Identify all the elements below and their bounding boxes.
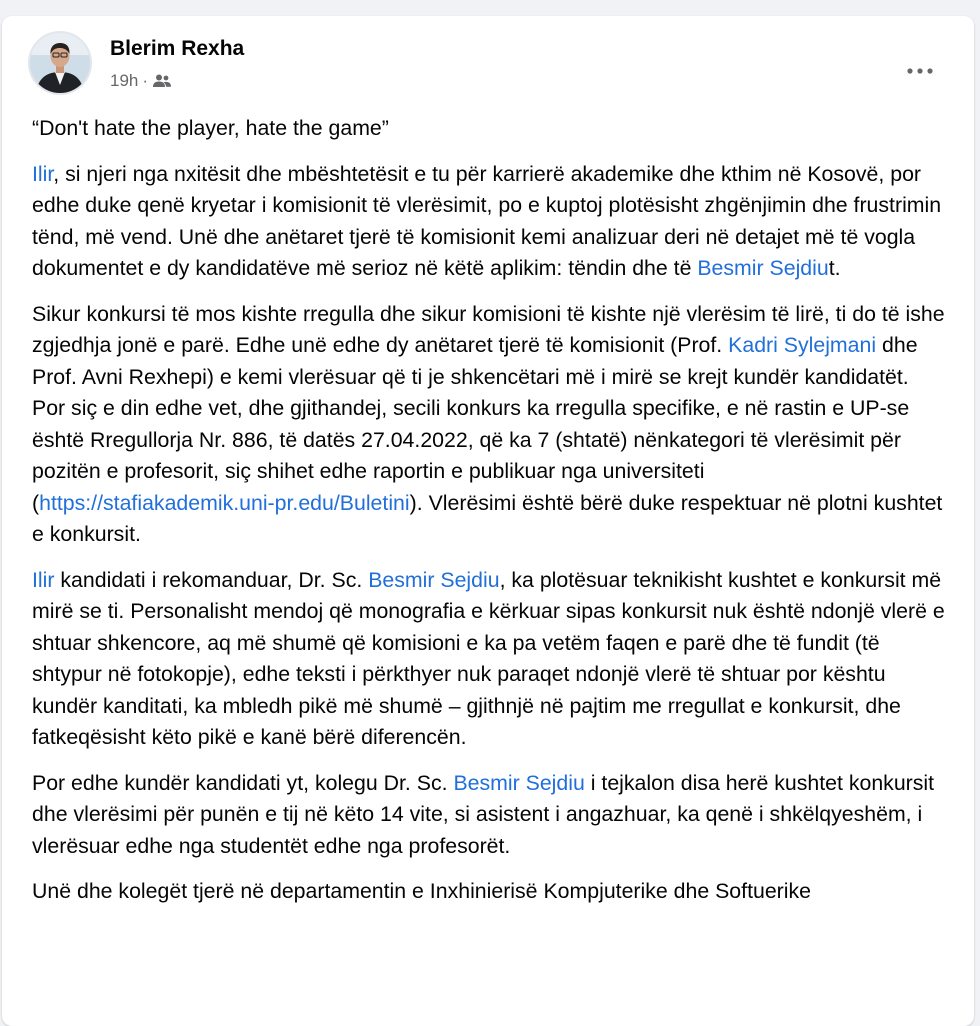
paragraph-text: i tejkalon disa herë kushtet konkursit dhe vlerësimi për punën e tij në këto 14 vite, si asistent i angazhuar, ka qenë i shkëlqyeshëm, i vlerësuar edhe nga studentët edhe nga profesorët. [32,770,935,858]
url-link[interactable]: https://stafiakademik.uni-pr.edu/Buletini [39,490,410,515]
mention-link[interactable]: Kadri Sylejmani [728,333,877,357]
post-paragraph-p5 [32,876,947,908]
post-paragraph-p3 [32,565,947,754]
paragraph-text: , si njeri nga nxitësit dhe mbështetësit e tu për karrierë akademike dhe kthim në Kosovë, por edhe duke qenë kryetar i komisionit të vlerësimit, po e kuptoj plotësisht zhgënjimin dhe frustrimin tënd, më vend. Unë dhe anëtaret tjerë të komisionit kemi analizuar deri në detajet më të vogla dokumentet e dy kandidatëve më serioz në këtë aplikim: tëndin dhe të [32,161,942,280]
mention-link[interactable]: Besmir Sejdiu [453,770,585,795]
friends-icon[interactable] [152,73,172,89]
paragraph-text: , ka plotësuar teknikisht kushtet e konkursit më mirë se ti. Personalisht mendoj që monografia e kërkuar sipas konkursit nuk është ndonjë vlerë e shtuar shkencore, aq më shumë që komisioni e ka pa vetëm faqen e parë dhe të fundit (të shtypur në fotokopje), edhe teksti i përkthyer nuk paraqet ndonjë vlerë të shtuar por kështu kundër kanditati, ka mbledh pikë më shumë – gjithnjë në pajtim me rregullat e konkursit, dhe fatkeqësisht këto pikë e kanë bërë diferencën. [32,567,945,749]
more-options-button[interactable] [900,53,940,89]
post-header [28,31,954,101]
paragraph-text: dhe Prof. Avni Rexhepi) e kemi vlerësuar që ti je shkencëtari më i mirë se krejt kundër kandidatët. Por siç e din edhe vet, dhe gjithandej, secili konkurs ka rregulla specifike, e në rastin e UP-se është Rregullorja Nr. 886, të datës 27.04.2022, që ka 7 (shtatë) nënkategori të vlerësimit për pozitën e profesorit, siç shihet edhe raportin e publikuar nga universiteti ( [32,333,918,515]
mention-link[interactable]: Besmir Sejdiu [368,567,500,592]
paragraph-text: Sikur konkursi të mos kishte rregulla dhe sikur komisioni të kishte një vlerësim të lirë, ti do të ishe zgjedhja jonë e parë. Edhe unë edhe dy anëtaret tjerë të komisionit (Prof. [32,301,945,357]
more-options-icon [907,68,933,74]
avatar-photo [30,33,90,93]
mention-link[interactable]: Ilir [32,567,55,592]
post-paragraph-p2 [32,299,947,551]
paragraph-text: Por edhe kundër kandidati yt, kolegu Dr. Sc. [32,770,454,795]
paragraph-text: kandidati i rekomanduar, Dr. Sc. [54,567,369,592]
paragraph-text: ). Vlerësimi është bërë duke respektuar në plotni kushtet e konkursit. [32,490,943,546]
post-paragraph-p4 [32,768,947,863]
author-name[interactable]: Blerim Rexha [110,37,245,60]
paragraph-text: Unë dhe kolegët tjerë në departamentin e Inxhinierisë Kompjuterike dhe Softuerike [32,879,811,903]
mention-link[interactable]: Besmir Sejdiu [697,256,829,280]
mention-link[interactable]: Ilir [32,161,54,186]
post-timestamp[interactable]: 19h [110,71,139,90]
post-meta [110,71,172,91]
post-body [32,113,947,922]
post-card [2,16,974,1026]
post-paragraph-p1 [32,159,947,285]
post-paragraph-quote [32,113,947,145]
paragraph-text: “Don't hate the player, hate the game” [32,116,389,140]
meta-separator: · [142,71,149,90]
author-avatar[interactable] [28,31,92,95]
paragraph-text: t. [828,256,841,280]
